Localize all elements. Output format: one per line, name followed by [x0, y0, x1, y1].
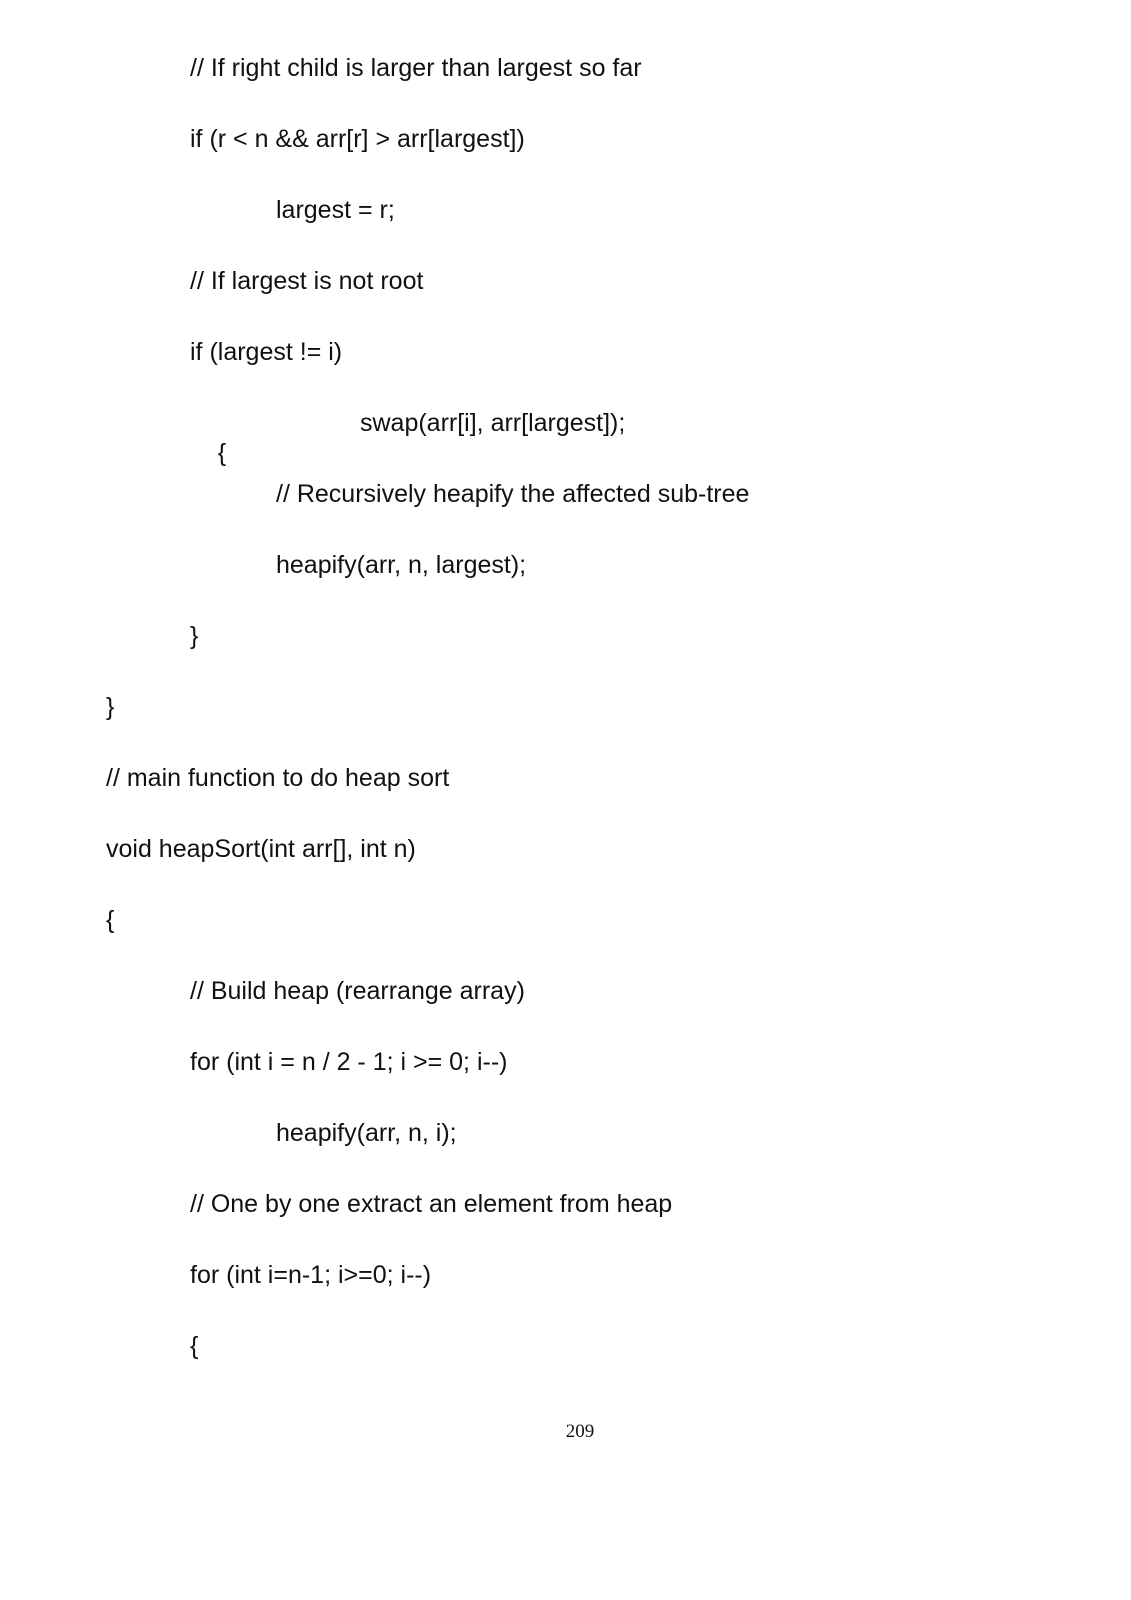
open-brace: {: [217, 439, 227, 467]
code-line: for (int i=n-1; i>=0; i--): [190, 1261, 432, 1289]
page-number: 209: [565, 1421, 595, 1442]
code-line: if (r < n && arr[r] > arr[largest]): [190, 125, 525, 153]
open-brace: {: [190, 1332, 199, 1360]
swap-statement: swap(arr[i], arr[largest]);: [360, 409, 626, 437]
code-comment: // If largest is not root: [190, 267, 424, 295]
code-line: for (int i = n / 2 - 1; i >= 0; i--): [190, 1048, 508, 1076]
code-line: heapify(arr, n, largest);: [276, 551, 527, 579]
code-line: largest = r;: [276, 196, 395, 224]
code-comment: // Build heap (rearrange array): [190, 977, 525, 1005]
code-line: heapify(arr, n, i);: [276, 1119, 457, 1147]
open-brace: {: [106, 906, 115, 934]
code-comment: // Recursively heapify the affected sub-tree: [276, 480, 750, 508]
close-brace: }: [190, 622, 199, 650]
code-line: if (largest != i): [190, 338, 343, 366]
code-comment: // main function to do heap sort: [106, 764, 450, 792]
code-comment: // If right child is larger than largest so far: [190, 54, 642, 82]
close-brace: }: [106, 693, 115, 721]
function-signature: void heapSort(int arr[], int n): [106, 835, 416, 863]
code-comment: // One by one extract an element from heap: [190, 1190, 673, 1218]
